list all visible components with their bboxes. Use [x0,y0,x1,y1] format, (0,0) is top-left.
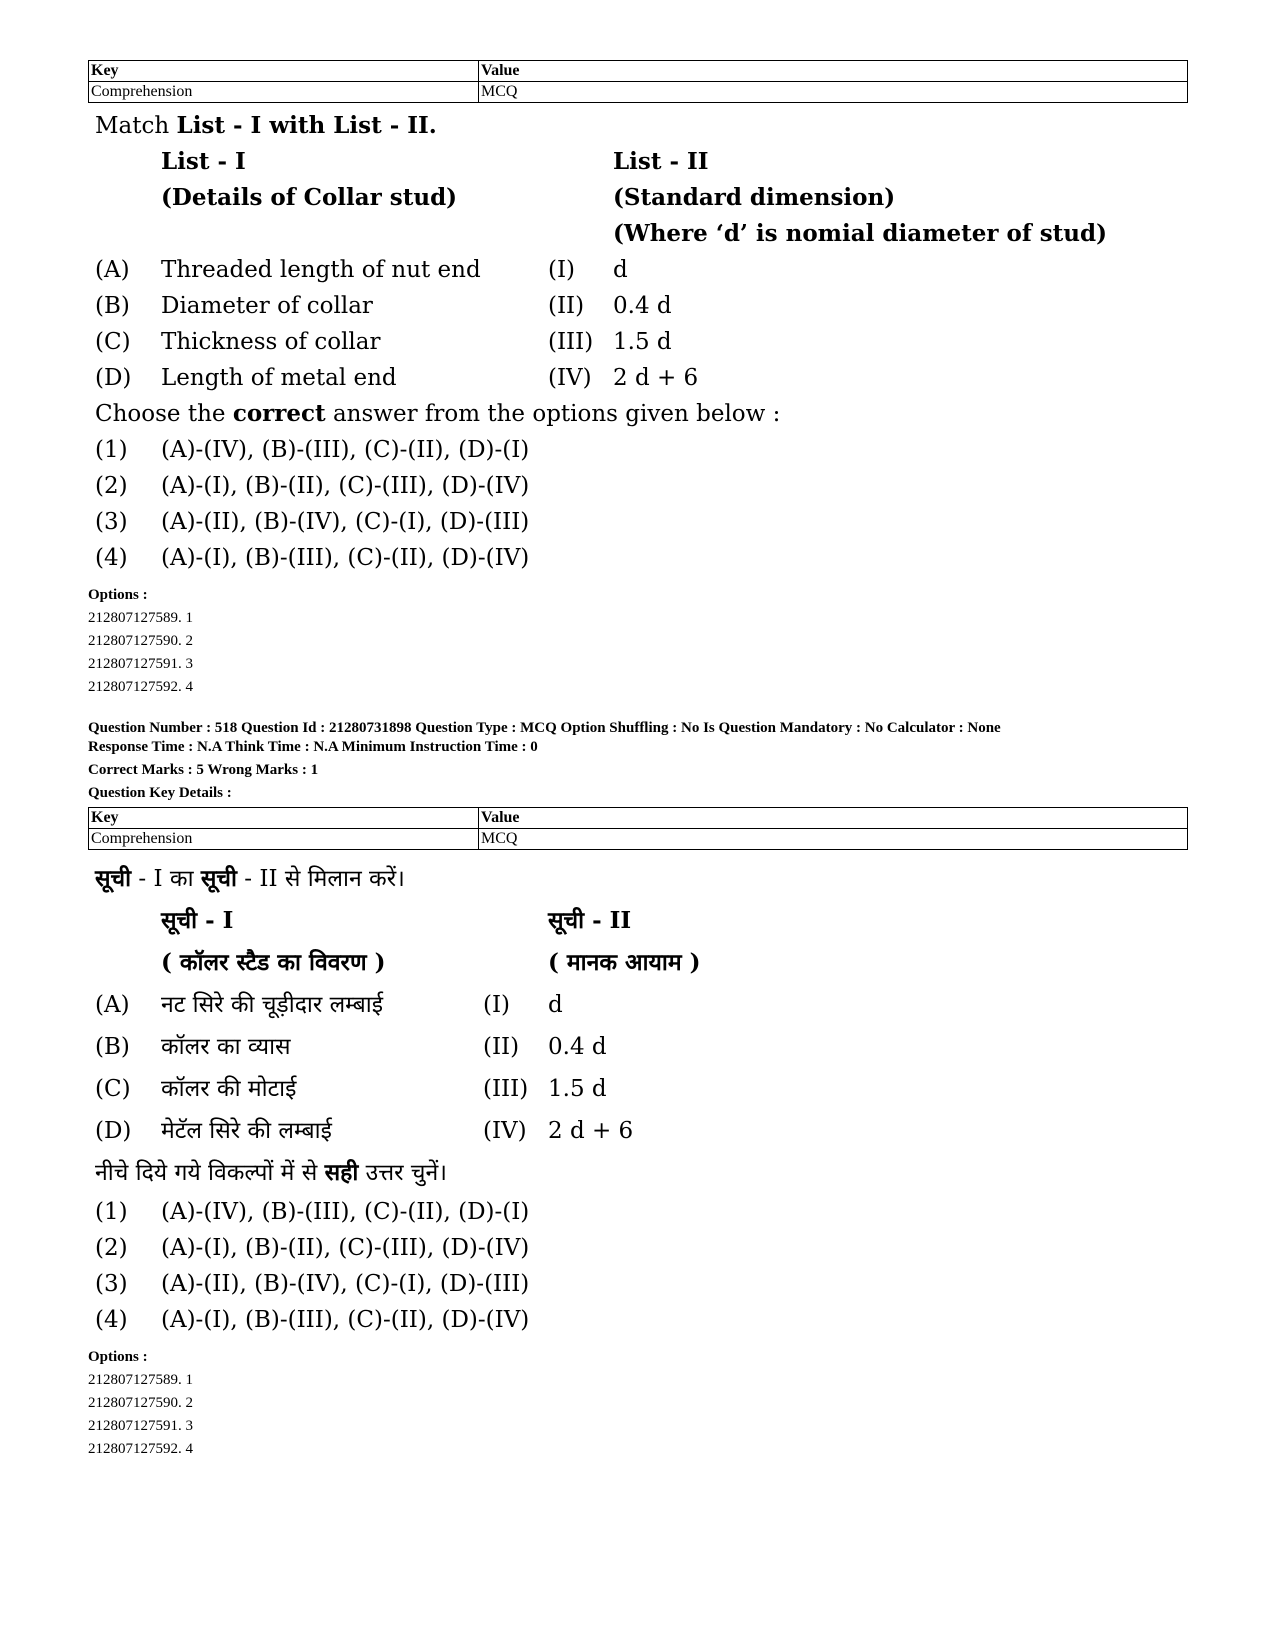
key-cell: Comprehension [89,829,479,850]
meta-line: Response Time : N.A Think Time : N.A Minimum Instruction Time : 0 [88,739,538,755]
option-item: 212807127591. 3 [88,1418,193,1434]
list-titles [88,900,1188,942]
list2-subtitle: ( मानक आयाम ) [548,949,701,976]
list2-title: List - II [613,148,709,175]
answer-choice: (4) (A)-(I), (B)-(III), (C)-(II), (D)-(IV) [95,1307,530,1333]
list1-subtitle: (Details of Collar stud) [161,184,458,211]
answer-choice: (3) (A)-(II), (B)-(IV), (C)-(I), (D)-(III) [95,1271,530,1297]
option-item: 212807127591. 3 [88,656,193,672]
question-english [88,108,1188,576]
list-subtitles [88,180,1188,216]
answer-choice: (1) (A)-(IV), (B)-(III), (C)-(II), (D)-(I) [95,437,530,463]
list2-note-row [88,216,1188,252]
option-item: 212807127592. 4 [88,679,193,695]
match-row: (A) नट सिरे की चूड़ीदार लम्बाई (I) d [95,992,563,1018]
question-key-table [88,60,1188,103]
meta-line: Question Number : 518 Question Id : 21280731898 Question Type : MCQ Option Shuffling : No Is Question Mandatory : No Calculator : None [88,720,1001,736]
options-label: Options : [88,1349,148,1365]
match-row: (D) Length of metal end (IV) 2 d + 6 [95,365,699,391]
match-row: (C) Thickness of collar (III) 1.5 d [95,329,672,355]
key-header: Key [89,808,479,829]
value-cell: MCQ [479,829,1188,850]
option-item: 212807127590. 2 [88,1395,193,1411]
list1-subtitle: ( कॉलर स्टैड का विवरण ) [161,949,386,976]
choose-instruction: नीचे दिये गये विकल्पों में से सही उत्तर चुनें। [95,1159,447,1186]
value-header: Value [479,61,1188,82]
question-hindi [88,858,1188,1338]
option-item: 212807127589. 1 [88,610,193,626]
match-row: (D) मेटॅल सिरे की लम्बाई (IV) 2 d + 6 [95,1118,634,1144]
page [88,60,1188,1461]
key-cell: Comprehension [89,82,479,103]
answer-choice: (1) (A)-(IV), (B)-(III), (C)-(II), (D)-(I) [95,1199,530,1225]
key-header: Key [89,61,479,82]
match-row: (B) Diameter of collar (II) 0.4 d [95,293,672,319]
match-row: (B) कॉलर का व्यास (II) 0.4 d [95,1034,607,1060]
question-stem: Match List - I with List - II. [95,112,437,139]
answer-choice: (2) (A)-(I), (B)-(II), (C)-(III), (D)-(IV) [95,473,530,499]
value-header: Value [479,808,1188,829]
question-key-table [88,807,1188,850]
value-cell: MCQ [479,82,1188,103]
list-titles [88,144,1188,180]
list2-title: सूची - II [548,907,632,934]
answer-choice: (4) (A)-(I), (B)-(III), (C)-(II), (D)-(IV) [95,545,530,571]
question-meta [88,719,1188,803]
meta-line: Correct Marks : 5 Wrong Marks : 1 [88,762,319,778]
list1-title: List - I [161,148,246,175]
options-list [88,584,1188,699]
answer-choice: (3) (A)-(II), (B)-(IV), (C)-(I), (D)-(III) [95,509,530,535]
option-item: 212807127592. 4 [88,1441,193,1457]
match-row: (C) कॉलर की मोटाई (III) 1.5 d [95,1076,607,1102]
question-stem: सूची - I का सूची - II से मिलान करें। [95,865,405,892]
choose-instruction: Choose the correct answer from the options given below : [95,400,781,427]
meta-line: Question Key Details : [88,785,232,801]
option-item: 212807127589. 1 [88,1372,193,1388]
list2-note: (Where ‘d’ is nomial diameter of stud) [613,220,1107,247]
match-row: (A) Threaded length of nut end (I) d [95,257,628,283]
options-label: Options : [88,587,148,603]
list2-subtitle: (Standard dimension) [613,184,896,211]
list-subtitles [88,942,1188,984]
list1-title: सूची - I [161,907,234,934]
option-item: 212807127590. 2 [88,633,193,649]
answer-choice: (2) (A)-(I), (B)-(II), (C)-(III), (D)-(IV) [95,1235,530,1261]
options-list [88,1346,1188,1461]
